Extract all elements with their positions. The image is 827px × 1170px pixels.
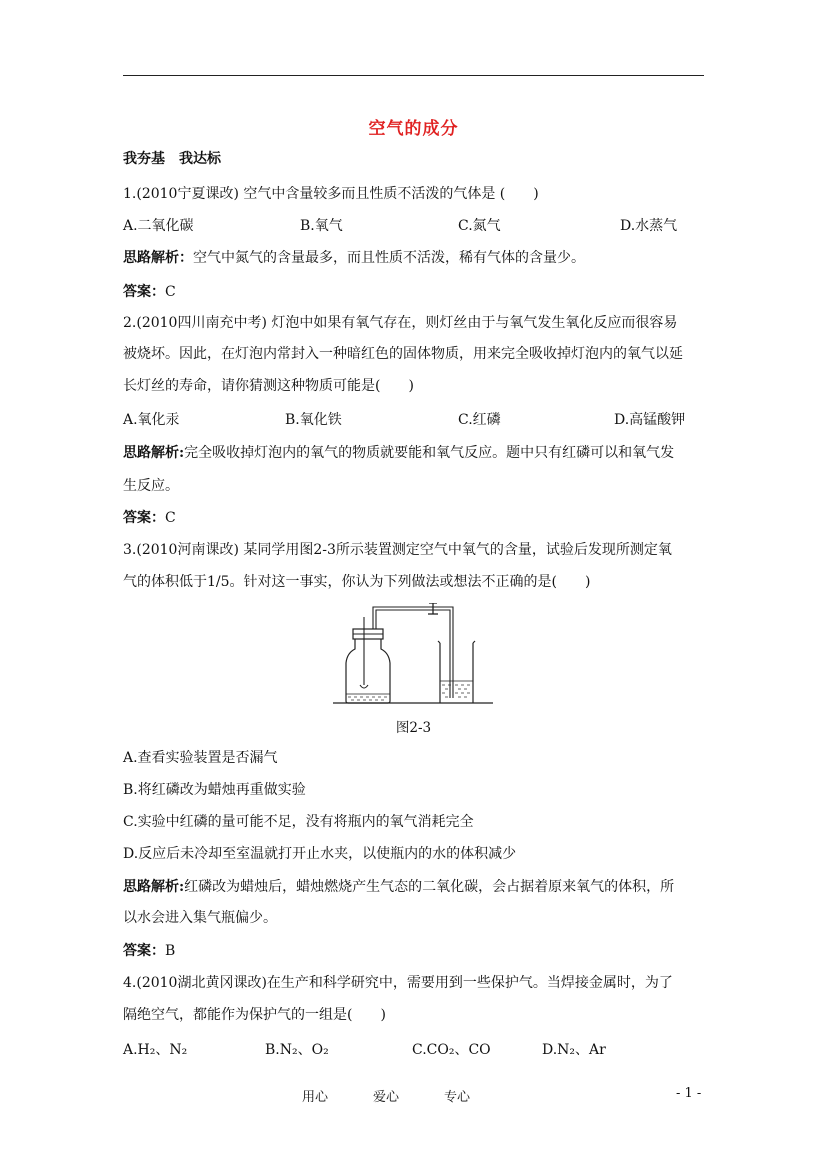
q4-option-a: A.H₂、N₂ bbox=[123, 1042, 188, 1058]
q1-answer bbox=[123, 283, 176, 301]
q3-analysis-text-1: 红磷改为蜡烛后，蜡烛燃烧产生气态的二氧化碳，会占据着原来氧气的体积，所 bbox=[184, 879, 675, 895]
q2-analysis-label: 思路解析: bbox=[123, 445, 185, 461]
q4-stem-line-2: 隔绝空气，都能作为保护气的一组是( ) bbox=[123, 1007, 386, 1023]
q1-option-c: C.氮气 bbox=[458, 218, 501, 234]
q2-stem-line-1: 2.(2010四川南充中考) 灯泡中如果有氧气存在，则灯丝由于与氧气发生氧化反应而很容易 bbox=[123, 315, 678, 331]
q4-option-c: C.CO₂、CO bbox=[412, 1042, 491, 1058]
q3-stem-line-1: 3.(2010河南课改) 某同学用图2-3所示装置测定空气中氧气的含量，试验后发现所测定氧 bbox=[123, 542, 672, 558]
q2-answer-label: 答案： bbox=[123, 510, 165, 526]
page-title: 空气的成分 bbox=[368, 119, 459, 139]
footer-motto-3: 专心 bbox=[444, 1090, 471, 1105]
footer-motto-1: 用心 bbox=[302, 1090, 329, 1105]
q3-analysis-line-2: 以水会进入集气瓶偏少。 bbox=[123, 910, 277, 926]
figure-caption: 图2-3 bbox=[395, 720, 432, 736]
q1-stem: 1.(2010宁夏课改) 空气中含量较多而且性质不活泼的气体是 ( ) bbox=[123, 186, 539, 202]
footer-motto-2: 爱心 bbox=[373, 1090, 400, 1105]
q3-option-a: A.查看实验装置是否漏气 bbox=[123, 750, 278, 766]
q3-option-b: B.将红磷改为蜡烛再重做实验 bbox=[123, 782, 306, 798]
q3-stem-line-2: 气的体积低于1/5。针对这一事实，你认为下列做法或想法不正确的是( ) bbox=[123, 574, 591, 590]
q4-option-d: D.N₂、Ar bbox=[542, 1042, 606, 1058]
q2-analysis-line-2: 生反应。 bbox=[123, 478, 179, 494]
section-heading: 我夯基 我达标 bbox=[123, 151, 221, 167]
q3-option-c: C.实验中红磷的量可能不足，没有将瓶内的氧气消耗完全 bbox=[123, 814, 474, 830]
bottle-water bbox=[348, 697, 387, 700]
q1-analysis bbox=[123, 249, 585, 267]
q1-option-a: A.二氧化碳 bbox=[123, 218, 194, 234]
q1-analysis-label: 思路解析： bbox=[123, 250, 193, 266]
header-rule bbox=[123, 75, 704, 76]
apparatus-figure bbox=[333, 603, 493, 705]
q2-stem-line-3: 长灯丝的寿命，请你猜测这种物质可能是( ) bbox=[123, 378, 414, 394]
q2-answer-value: C bbox=[165, 510, 176, 526]
q3-analysis-line-1 bbox=[123, 878, 674, 896]
q1-answer-label: 答案： bbox=[123, 284, 165, 300]
q1-option-b: B.氧气 bbox=[300, 218, 343, 234]
q4-option-b: B.N₂、O₂ bbox=[265, 1042, 329, 1058]
q3-answer bbox=[123, 942, 175, 960]
beaker bbox=[440, 643, 473, 703]
q3-analysis-label: 思路解析: bbox=[123, 879, 185, 895]
q2-option-a: A.氧化汞 bbox=[123, 412, 180, 428]
q2-analysis-line-1 bbox=[123, 444, 674, 462]
beaker-water bbox=[442, 685, 470, 697]
q2-answer bbox=[123, 509, 176, 527]
q2-option-c: C.红磷 bbox=[458, 412, 501, 428]
q2-option-d: D.高锰酸钾 bbox=[614, 412, 686, 428]
q3-option-d: D.反应后未冷却至室温就打开止水夹，以使瓶内的水的体积减少 bbox=[123, 846, 517, 862]
q1-option-d: D.水蒸气 bbox=[620, 218, 678, 234]
q3-answer-value: B bbox=[165, 943, 176, 959]
gas-bottle bbox=[346, 639, 390, 703]
q2-stem-line-2: 被烧坏。因此，在灯泡内常封入一种暗红色的固体物质，用来完全吸收掉灯泡内的氧气以延 bbox=[123, 346, 683, 362]
q2-option-b: B.氧化铁 bbox=[285, 412, 342, 428]
q4-stem-line-1: 4.(2010湖北黄冈课改)在生产和科学研究中，需要用到一些保护气。当焊接金属时，为了 bbox=[123, 975, 673, 991]
q1-answer-value: C bbox=[165, 284, 176, 300]
q2-analysis-text-1: 完全吸收掉灯泡内的氧气的物质就要能和氧气反应。题中只有红磷可以和氧气发 bbox=[184, 445, 675, 461]
q3-answer-label: 答案： bbox=[123, 943, 165, 959]
q1-analysis-text: 空气中氮气的含量最多，而且性质不活泼，稀有气体的含量少。 bbox=[193, 250, 585, 266]
page-number: - 1 - bbox=[676, 1086, 702, 1101]
